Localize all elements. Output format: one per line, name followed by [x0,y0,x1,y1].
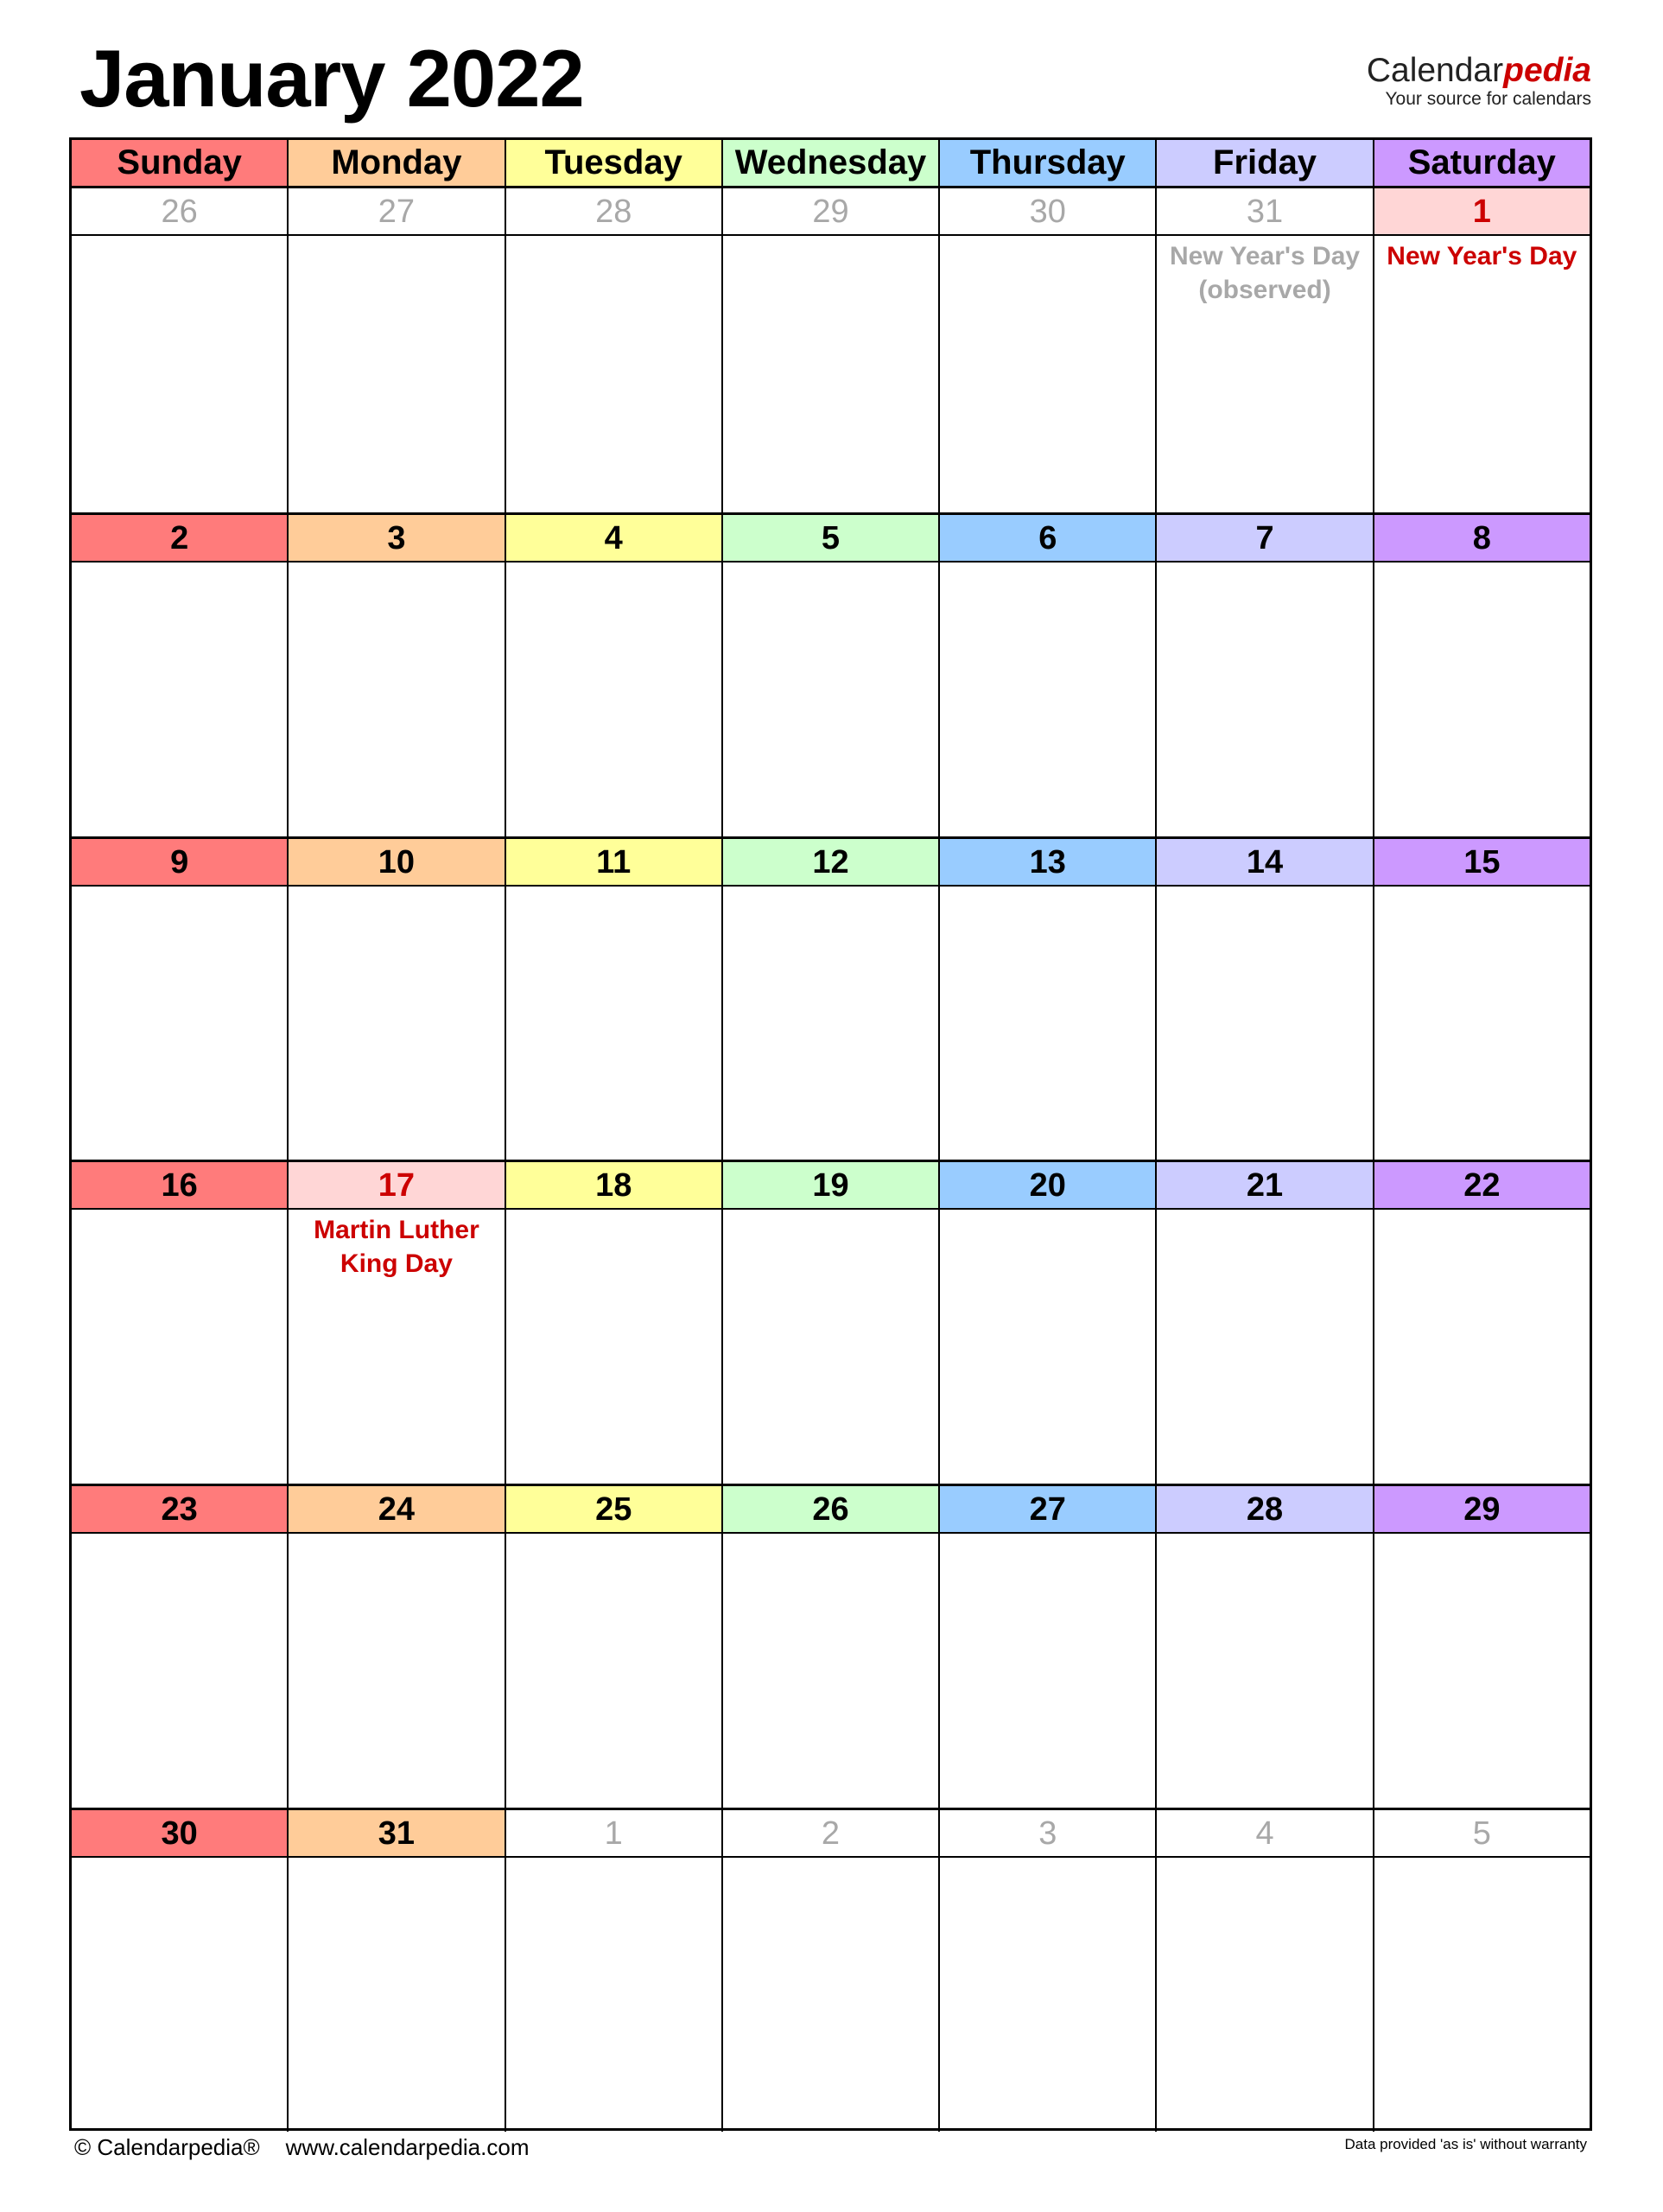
day-cell[interactable] [289,188,505,512]
day-number: 15 [1374,839,1590,887]
day-cell[interactable] [72,1486,289,1808]
day-cell[interactable] [723,839,940,1160]
day-cell[interactable] [1374,1162,1590,1484]
day-cell[interactable] [940,1162,1157,1484]
weekday-header-monday: Monday [289,140,505,186]
day-number: 30 [72,1810,287,1858]
footer-left [74,2133,529,2162]
day-number: 19 [723,1162,938,1210]
day-number: 1 [1374,188,1590,236]
day-cell[interactable] [72,515,289,836]
week-row [72,1808,1590,2132]
day-cell[interactable] [72,1810,289,2132]
footer-copyright: © Calendarpedia® [74,2134,260,2160]
day-number: 10 [289,839,504,887]
day-number: 31 [289,1810,504,1858]
day-number: 29 [1374,1486,1590,1534]
day-number: 26 [723,1486,938,1534]
day-number: 5 [723,515,938,563]
holiday-label: King Day [340,1249,453,1279]
day-number: 4 [506,515,721,563]
day-cell[interactable] [1157,839,1374,1160]
day-number: 12 [723,839,938,887]
day-number: 3 [940,1810,1155,1858]
weekday-header-wednesday: Wednesday [723,140,940,186]
weekday-header-tuesday: Tuesday [506,140,723,186]
day-cell[interactable] [1157,515,1374,836]
day-cell[interactable] [289,515,505,836]
day-number: 18 [506,1162,721,1210]
week-row [72,1160,1590,1484]
day-number: 23 [72,1486,287,1534]
day-cell[interactable] [1374,839,1590,1160]
day-number: 2 [723,1810,938,1858]
day-cell[interactable] [1157,1810,1374,2132]
day-cell[interactable] [1157,1162,1374,1484]
day-number: 20 [940,1162,1155,1210]
day-cell[interactable] [506,188,723,512]
brand-logo[interactable] [1367,52,1591,109]
brand-name [1367,52,1591,90]
weekday-header-sunday: Sunday [72,140,289,186]
brand-tagline: Your source for calendars [1385,89,1591,109]
brand-name-main: Calendar [1366,52,1504,89]
day-cell[interactable] [72,1162,289,1484]
weekday-header-saturday: Saturday [1374,140,1590,186]
day-number: 6 [940,515,1155,563]
day-cell[interactable] [723,188,940,512]
day-cell[interactable] [940,188,1157,512]
footer-url[interactable]: www.calendarpedia.com [285,2134,530,2160]
day-cell[interactable] [506,839,723,1160]
day-cell[interactable] [1374,1810,1590,2132]
calendar-weeks [72,188,1590,2132]
day-cell[interactable] [289,1162,505,1484]
holiday-label: (observed) [1198,276,1331,304]
day-number: 31 [1157,188,1372,236]
day-number: 28 [1157,1486,1372,1534]
day-number: 27 [940,1486,1155,1534]
day-events [1374,236,1590,273]
week-row [72,836,1590,1160]
day-number: 9 [72,839,287,887]
day-cell[interactable] [506,515,723,836]
day-number: 29 [723,188,938,236]
day-number: 2 [72,515,287,563]
day-number: 28 [506,188,721,236]
day-number: 25 [506,1486,721,1534]
day-cell[interactable] [506,1162,723,1484]
day-cell[interactable] [723,1162,940,1484]
day-number: 26 [72,188,287,236]
day-cell[interactable] [72,839,289,1160]
footer-disclaimer: Data provided 'as is' without warranty [1344,2136,1587,2152]
day-number: 16 [72,1162,287,1210]
day-number: 24 [289,1486,504,1534]
day-cell[interactable] [1374,188,1590,512]
day-number: 11 [506,839,721,887]
day-cell[interactable] [723,515,940,836]
day-cell[interactable] [940,839,1157,1160]
day-cell[interactable] [1374,515,1590,836]
day-cell[interactable] [1157,1486,1374,1808]
day-cell[interactable] [289,1810,505,2132]
day-cell[interactable] [289,839,505,1160]
calendar-grid [69,137,1592,2131]
day-number: 21 [1157,1162,1372,1210]
week-row [72,1484,1590,1808]
day-cell[interactable] [723,1486,940,1808]
day-cell[interactable] [940,1810,1157,2132]
day-cell[interactable] [506,1810,723,2132]
day-number: 8 [1374,515,1590,563]
day-cell[interactable] [940,515,1157,836]
weekday-header-thursday: Thursday [940,140,1157,186]
day-cell[interactable] [1374,1486,1590,1808]
holiday-label: Martin Luther [314,1216,479,1245]
day-number: 27 [289,188,504,236]
day-cell[interactable] [1157,188,1374,512]
day-cell[interactable] [506,1486,723,1808]
week-row [72,188,1590,512]
day-number: 7 [1157,515,1372,563]
day-events [289,1210,504,1281]
day-cell[interactable] [723,1810,940,2132]
day-number: 14 [1157,839,1372,887]
day-number: 30 [940,188,1155,236]
brand-name-accent: pedia [1503,52,1591,89]
week-row [72,512,1590,836]
day-events [1157,236,1372,307]
day-cell[interactable] [72,188,289,512]
day-number: 17 [289,1162,504,1210]
holiday-label: New Year's Day [1387,242,1577,270]
day-number: 4 [1157,1810,1372,1858]
day-number: 3 [289,515,504,563]
day-cell[interactable] [289,1486,505,1808]
holiday-label: New Year's Day [1170,242,1361,270]
weekday-header-friday: Friday [1157,140,1374,186]
day-number: 1 [506,1810,721,1858]
page-title: January 2022 [79,33,584,124]
day-cell[interactable] [940,1486,1157,1808]
day-number: 22 [1374,1162,1590,1210]
weekday-header-row [72,140,1590,188]
day-number: 5 [1374,1810,1590,1858]
day-number: 13 [940,839,1155,887]
